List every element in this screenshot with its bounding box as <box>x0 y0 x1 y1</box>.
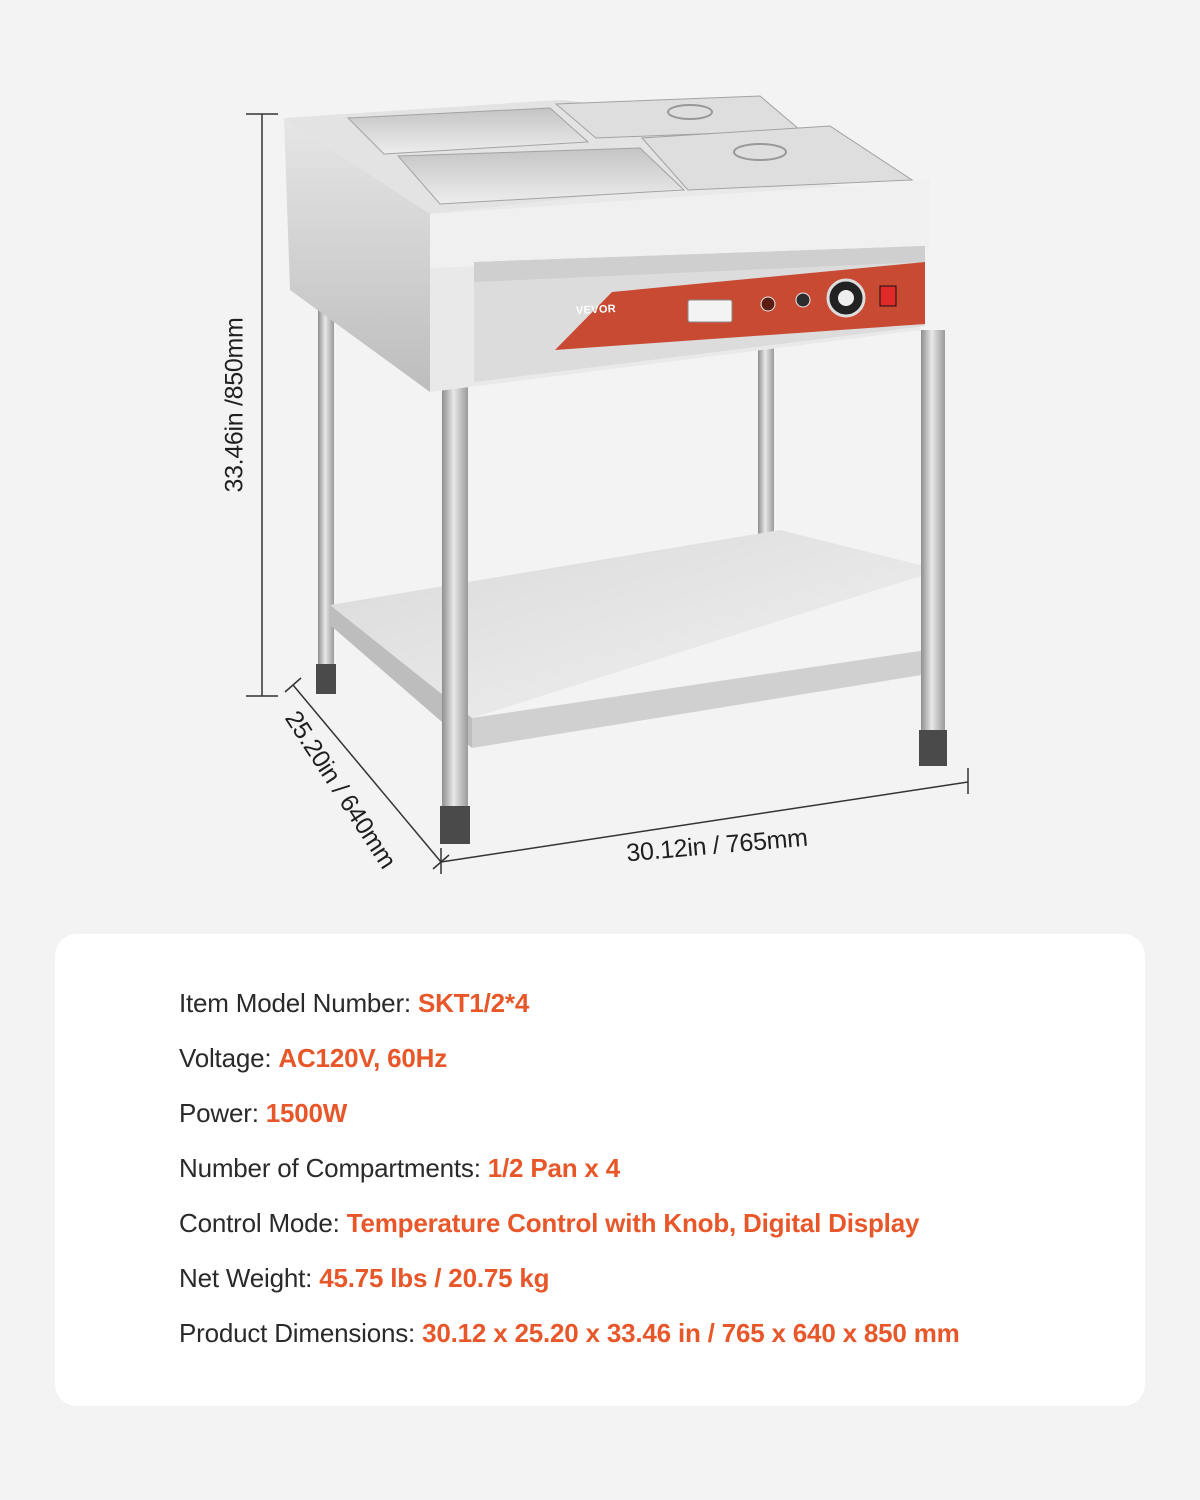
indicator-light-1 <box>761 297 775 311</box>
spec-value: 45.75 lbs / 20.75 kg <box>319 1263 550 1293</box>
width-dimension-label: 30.12in / 765mm <box>625 823 809 868</box>
brand-logo: VEVOR <box>575 302 617 318</box>
front-left-foot <box>440 806 470 844</box>
spec-row-power <box>179 1098 347 1129</box>
depth-dimension-label: 25.20in / 640mm <box>279 705 402 874</box>
spec-label: Power: <box>179 1098 266 1128</box>
height-dimension-label: 33.46in /850mm <box>220 317 249 493</box>
front-right-foot <box>919 730 947 766</box>
power-switch <box>880 286 896 306</box>
spec-row-dimensions <box>179 1318 960 1349</box>
spec-label: Product Dimensions: <box>179 1318 423 1348</box>
indicator-light-2 <box>796 293 810 307</box>
spec-value: SKT1/2*4 <box>417 988 530 1018</box>
spec-card <box>55 934 1145 1406</box>
front-right-leg <box>921 330 945 736</box>
temperature-display <box>688 300 732 322</box>
spec-value: 1/2 Pan x 4 <box>487 1153 620 1183</box>
rear-left-foot <box>316 664 336 694</box>
front-left-leg <box>442 380 468 812</box>
spec-row-voltage <box>179 1043 447 1074</box>
spec-row-control-mode <box>179 1208 919 1239</box>
spec-label: Item Model Number: <box>179 988 418 1018</box>
spec-label: Voltage: <box>179 1043 279 1073</box>
spec-row-compartments <box>179 1153 620 1184</box>
spec-label: Net Weight: <box>179 1263 320 1293</box>
rear-right-leg <box>758 330 774 536</box>
spec-value: 1500W <box>265 1098 348 1128</box>
spec-label: Number of Compartments: <box>179 1153 488 1183</box>
spec-row-model <box>179 988 529 1019</box>
spec-value: AC120V, 60Hz <box>278 1043 448 1073</box>
spec-value: Temperature Control with Knob, Digital Display <box>346 1208 920 1238</box>
spec-label: Control Mode: <box>179 1208 347 1238</box>
spec-row-net-weight <box>179 1263 549 1294</box>
spec-value: 30.12 x 25.20 x 33.46 in / 765 x 640 x 850 mm <box>422 1318 960 1348</box>
